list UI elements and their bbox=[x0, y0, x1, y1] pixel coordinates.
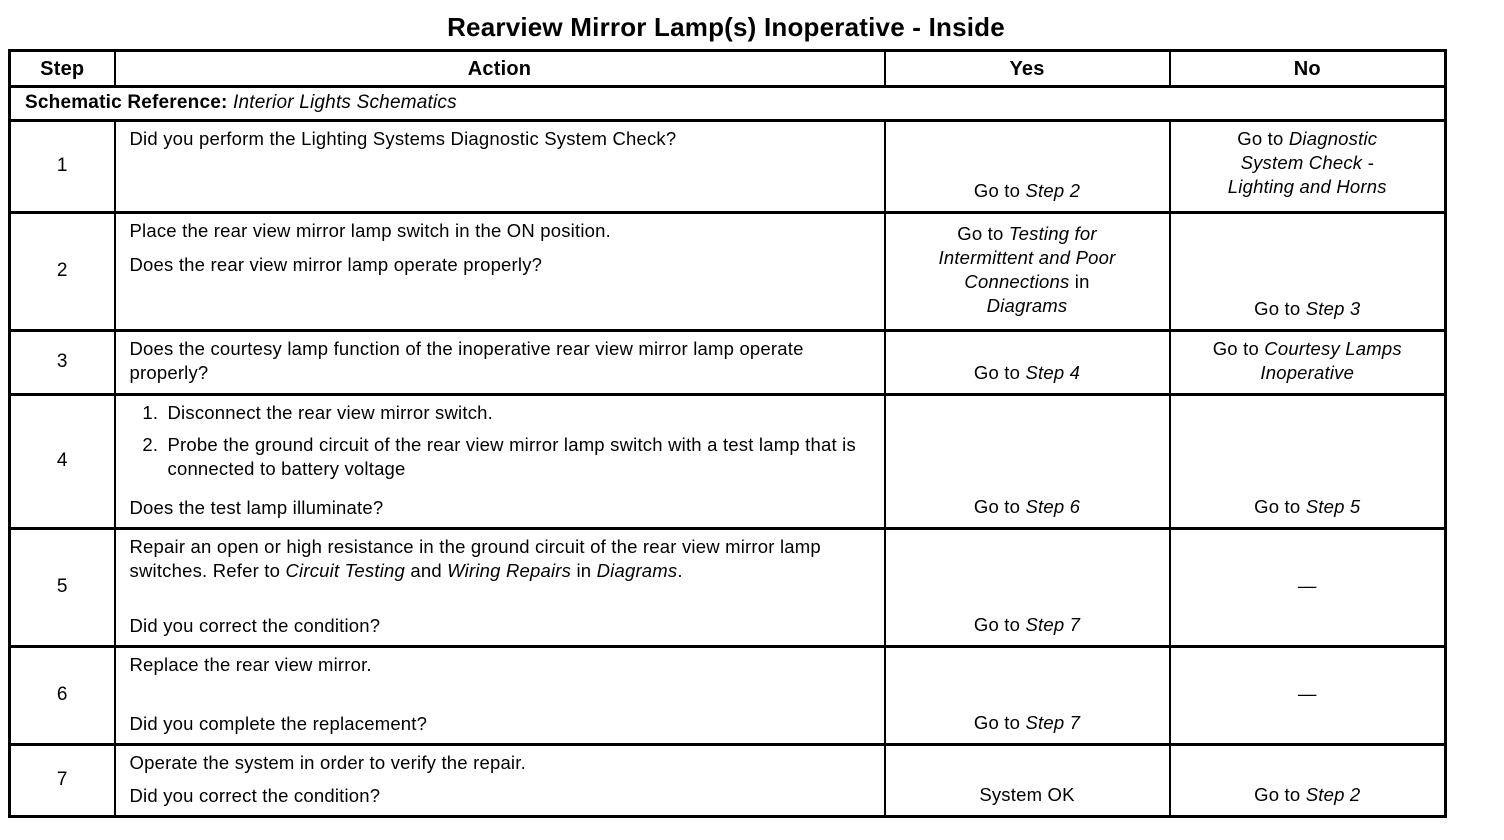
action-question: Does the rear view mirror lamp operate properly? bbox=[129, 254, 543, 276]
yes-text: Go to Step 6 bbox=[973, 496, 1081, 518]
step-number: 4 bbox=[10, 395, 115, 529]
yes-cell bbox=[885, 647, 1170, 745]
table-row bbox=[10, 331, 1446, 395]
action-cell bbox=[115, 331, 885, 395]
yes-text: Go to Step 2 bbox=[973, 179, 1081, 201]
yes-text: Go to Step 7 bbox=[973, 712, 1081, 734]
yes-cell bbox=[885, 745, 1170, 817]
diagnostic-table bbox=[8, 49, 1447, 818]
no-dash: — bbox=[1297, 575, 1317, 597]
yes-text: System OK bbox=[979, 784, 1075, 806]
action-question: Did you correct the condition? bbox=[129, 785, 381, 807]
no-cell bbox=[1170, 745, 1446, 817]
table-row bbox=[10, 121, 1446, 213]
yes-cell bbox=[885, 121, 1170, 213]
action-cell bbox=[115, 745, 885, 817]
action-list-item: 1. Disconnect the rear view mirror switch. bbox=[164, 401, 874, 425]
no-dash: — bbox=[1297, 683, 1317, 705]
action-question: Does the test lamp illuminate? bbox=[129, 497, 384, 519]
action-cell bbox=[115, 529, 885, 647]
action-list-item: 2. Probe the ground circuit of the rear view mirror lamp switch with a test lamp that is connected to battery voltage bbox=[164, 433, 874, 481]
table-row bbox=[10, 529, 1446, 647]
yes-text: Go to Step 7 bbox=[973, 614, 1081, 636]
action-text: Replace the rear view mirror. bbox=[129, 654, 372, 676]
no-cell bbox=[1170, 331, 1446, 395]
step-number: 1 bbox=[10, 121, 115, 213]
no-text: Go to Step 3 bbox=[1254, 297, 1361, 319]
table-row bbox=[10, 395, 1446, 529]
no-cell bbox=[1170, 395, 1446, 529]
step-number: 2 bbox=[10, 213, 115, 331]
action-cell bbox=[115, 121, 885, 213]
action-text: Operate the system in order to verify the repair. bbox=[129, 752, 526, 774]
action-text: Place the rear view mirror lamp switch in the ON position. bbox=[129, 220, 611, 241]
yes-cell bbox=[885, 331, 1170, 395]
no-cell bbox=[1170, 529, 1446, 647]
document-page bbox=[0, 12, 1504, 840]
column-header-yes: Yes bbox=[885, 51, 1170, 87]
step-number: 5 bbox=[10, 529, 115, 647]
header-row bbox=[10, 51, 1446, 87]
action-text: Repair an open or high resistance in the ground circuit of the rear view mirror lamp switches. Refer to Circuit Testing and Wiring Repairs in Diagrams. bbox=[129, 536, 821, 582]
yes-cell bbox=[885, 529, 1170, 647]
column-header-step: Step bbox=[10, 51, 115, 87]
yes-text: Go to Testing for Intermittent and Poor Connections in Diagrams bbox=[938, 222, 1116, 317]
no-cell bbox=[1170, 121, 1446, 213]
step-number: 7 bbox=[10, 745, 115, 817]
action-question: Did you complete the replacement? bbox=[129, 713, 428, 735]
page-title: Rearview Mirror Lamp(s) Inoperative - Inside bbox=[447, 12, 1005, 42]
yes-cell bbox=[885, 213, 1170, 331]
no-cell bbox=[1170, 647, 1446, 745]
no-text: Go to Courtesy Lamps Inoperative bbox=[1212, 338, 1402, 384]
yes-text: Go to Step 4 bbox=[973, 362, 1081, 384]
action-cell bbox=[115, 647, 885, 745]
action-cell bbox=[115, 213, 885, 331]
no-text: Go to Diagnostic System Check - Lighting and Horns bbox=[1227, 128, 1387, 198]
step-number: 3 bbox=[10, 331, 115, 395]
schematic-reference-row bbox=[10, 87, 1446, 121]
action-text: Does the courtesy lamp function of the inoperative rear view mirror lamp operate properly? bbox=[129, 338, 804, 384]
no-cell bbox=[1170, 213, 1446, 331]
step-number: 6 bbox=[10, 647, 115, 745]
table-row bbox=[10, 745, 1446, 817]
action-list bbox=[164, 401, 874, 481]
table-row bbox=[10, 213, 1446, 331]
column-header-action: Action bbox=[115, 51, 885, 87]
table-row bbox=[10, 647, 1446, 745]
action-text: Did you perform the Lighting Systems Diagnostic System Check? bbox=[129, 128, 677, 149]
no-text: Go to Step 2 bbox=[1254, 784, 1361, 806]
column-header-no: No bbox=[1170, 51, 1446, 87]
action-cell bbox=[115, 395, 885, 529]
action-question: Did you correct the condition? bbox=[129, 615, 381, 637]
no-text: Go to Step 5 bbox=[1254, 496, 1361, 518]
yes-cell bbox=[885, 395, 1170, 529]
schematic-reference: Schematic Reference: Interior Lights Schematics bbox=[10, 87, 1446, 121]
